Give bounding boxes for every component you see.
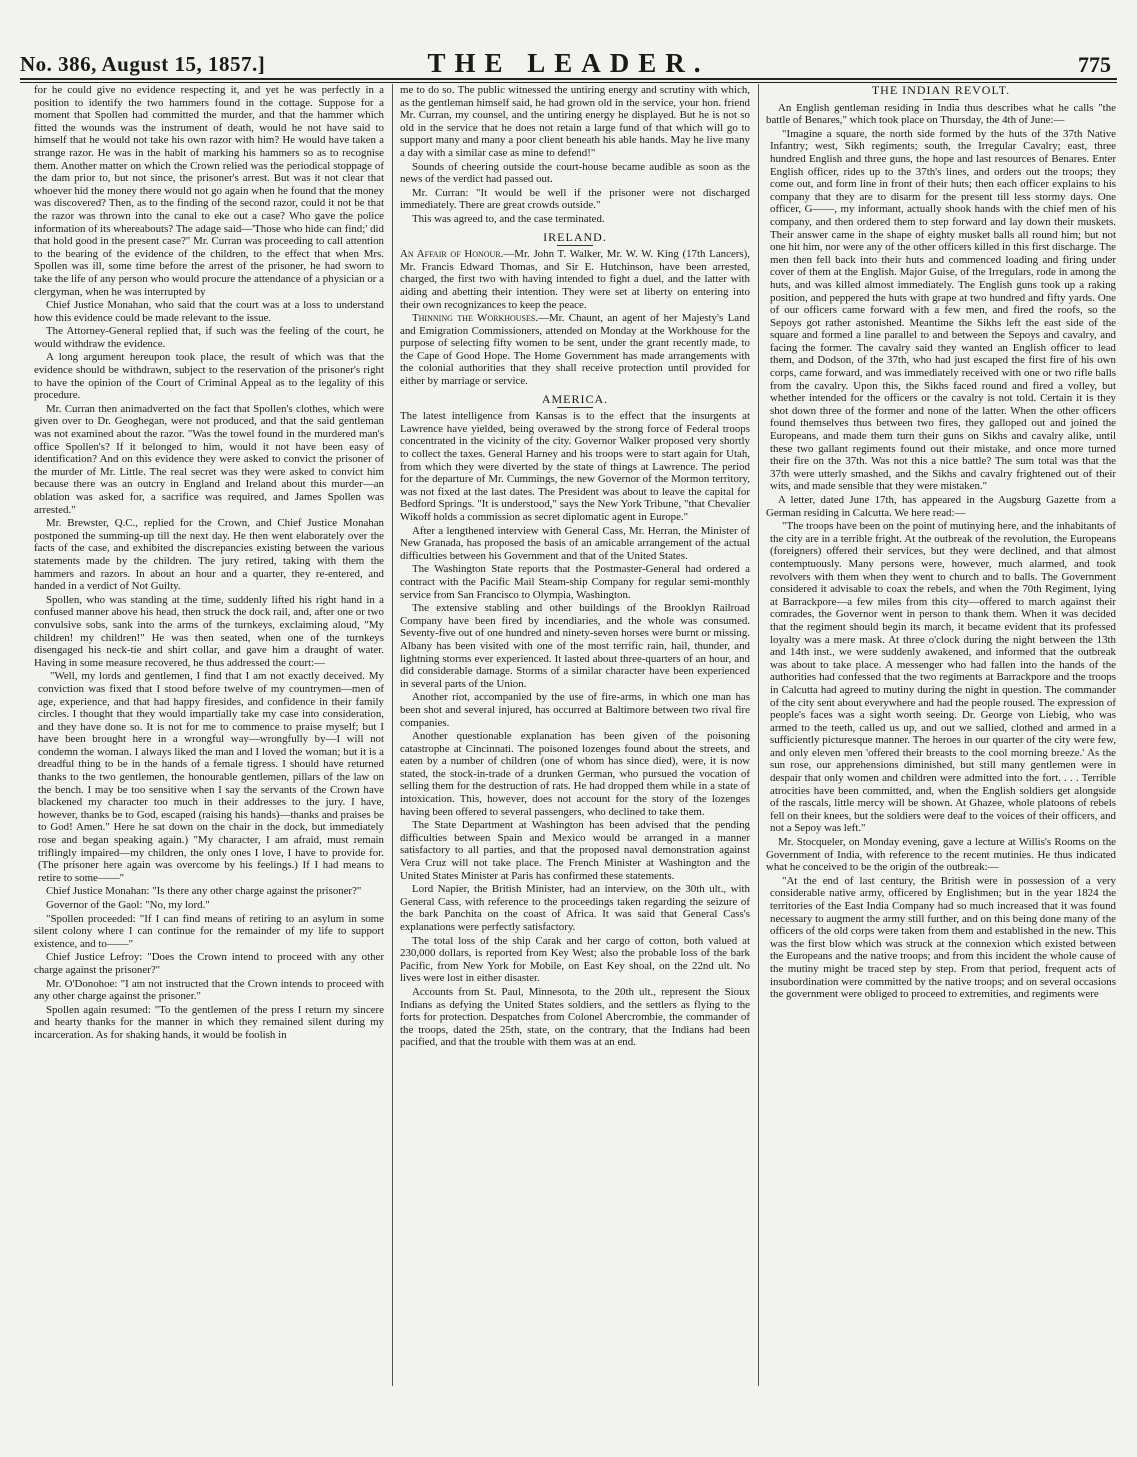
america-paragraph: The Washington State reports that the Postmaster-General had ordered a contract with the Pacific Mail Steam-ship Company for regular semi-monthly service from San Francisco to Olympia, Washington. (400, 563, 750, 601)
issue-date: No. 386, August 15, 1857.] (20, 52, 266, 76)
column-divider (758, 84, 759, 1386)
col3-paragraph: A letter, dated June 17th, has appeared in the Augsburg Gazette from a German residing in Calcutta. We here read:— (766, 494, 1116, 519)
america-paragraph: Another questionable explanation has been given of the poisoning catastrophe at Cincinnati. The poisoned lozenges found about the streets, and eaten by a number of children (one of whom has since died), were, it is now stated, the stock-in-trade of a drunken German, who pursued the vocation of selling them for the destruction of rats. He had dropped them while in a state of intoxication. This, however, does not account for the story of the lozenges having been offered to several passengers, who declined to take them. (400, 730, 750, 818)
header-rule-thin (20, 82, 1117, 83)
page-number: 775 (1078, 52, 1111, 77)
ireland-paragraph (400, 312, 750, 388)
col1-paragraph: Governor of the Gaol: "No, my lord." (46, 899, 210, 911)
col3-paragraph: "The troops have been on the point of mutinying here, and the inhabitants of the city are in a terrible fright. At the outbreak of the revolution, the Europeans (foreigners) offered their services, but they were declined, and that almost contemptuously. Many persons were, however, much alarmed, and took revolvers with them when they went to church and to balls. The Government considered it advisable to coax the rebels, and when the 70th Regiment, lying at Barrackpore—a few miles from this city—offered to march against their comrades, the Governor went in person to thank them. When it was decided that the regiment should begin its march, it became evident that its professed loyalty was a mere mask. At three o'clock during the night between the 13th and 14th inst., we were suddenly awakened, and informed that the outbreak was about to take place. A messenger who had fallen into the hands of the authorities had confessed that the two regiments at Barrackpore and the troops in Calcutta had agreed to mutiny during the night in question. The commander of the city sent about everywhere and had the people roused. The expression of people's faces was a sight worth seeing. Dr. George von Liebig, who was armed to the teeth, called us up, and out we sallied, clothed and armed in a sufficiently picturesque manner. The heroes in our quarter of the city were few, and only eleven men 'offered their breasts to the cool morning breeze.' As the sun rose, our apprehensions diminished, but still many gentlemen were in despair that only women and children were admitted into the fort. . . . Terrible atrocities have been committed, and, when the English soldiers get alongside of the rascals, little mercy will be shown. At Ghazee, whole platoons of rebels fell on their knees, but the soldiers were deaf to the voices of their officers, and not a Sepoy was left." (770, 520, 1116, 835)
header-rule (20, 78, 1117, 80)
ireland-lead: An Affair of Honour. (400, 248, 504, 261)
newspaper-title: THE LEADER. (427, 48, 710, 78)
america-paragraph: The extensive stabling and other buildings of the Brooklyn Railroad Company have been fired by incendiaries, and the whole was consumed. Seventy-five out of one hundred and ninety-seven horses were burnt or missing. Albany has been visited with one of the most terrific rain, hail, thunder, and lightning storms ever experienced. It lasted about three-quarters of an hour, and did considerable damage. Storms of a similar character have been experienced in several parts of the Union. (400, 602, 750, 690)
america-paragraph: The total loss of the ship Carak and her cargo of cotton, both valued at 230,000 dollars, is reported from Key West; also the probable loss of the bark Pacific, from New York for Mobile, on East Key shoal, on the 22nd ult. No lives were lost in either disaster. (400, 934, 750, 985)
column-3 (766, 84, 1116, 1384)
section-heading-america: AMERICA. (400, 393, 750, 409)
column-divider (392, 84, 393, 1386)
america-paragraph: Another riot, accompanied by the use of fire-arms, in which one man has been shot and several injured, has occurred at Baltimore between two rival fire companies. (400, 691, 750, 729)
col3-paragraph: Mr. Stocqueler, on Monday evening, gave a lecture at Willis's Rooms on the Government of India, with reference to the recent mutinies. He thus indicated what he conceived to be the origin of the outbreak:— (766, 836, 1116, 874)
col1-paragraph: Spollen, who was standing at the time, suddenly lifted his right hand in a confused manner above his head, then struck the dock rail, and, after one or two convulsive sobs, sank into the arms of the turnkeys, exclaiming aloud, "My children! my children!" He was then seated, when one of the turnkeys disengaged his neck-tie and shirt collar, and gave him a draught of water. Having in some measure recovered, he thus addressed the court:— (34, 593, 384, 669)
america-paragraph: Accounts from St. Paul, Minnesota, to the 20th ult., represent the Sioux Indians as defying the United States soldiers, and the settlers as flying to the forts for protection. Despatches from Colonel Abercrombie, the commander of the troops, dated the 25th, state, on the contrary, that the Indians had been pacified, and that the trouble with them was at an end. (400, 985, 750, 1049)
ireland-paragraph (400, 248, 750, 311)
col1-paragraph: Mr. Curran then animadverted on the fact that Spollen's clothes, which were given over to Dr. Geoghegan, were not produced, and that the said gentleman was not examined about the razor. "Was the towel found in the murdered man's office Spollen's? If it belonged to him, would it not have been easy of identification? And on this evidence they were asked to convict the prisoner of the murder of Mr. Little. The real secret was they were asked to convict him because there was an outcry in England and Ireland about this murder—an oblation was asked for, a sacrifice was required, and James Spollen was arrested." (34, 402, 384, 516)
col1-paragraph: Mr. O'Donohoe: "I am not instructed that the Crown intends to proceed with any other charge against the prisoner." (34, 977, 384, 1003)
col1-paragraph: Mr. Brewster, Q.C., replied for the Crown, and Chief Justice Monahan postponed the summing-up till the next day. He then went elaborately over the facts of the case, and exhibited the discrepancies existing between the various statements made by the children. The jury retired, taking with them the hammers and razors. In about an hour and a quarter, they re-entered, and handed in a verdict of Not Guilty. (34, 517, 384, 593)
col2-paragraph: Sounds of cheering outside the court-house became audible as soon as the news of the verdict had passed out. (400, 160, 750, 186)
ireland-text: —Mr. John T. Walker, Mr. W. W. King (17th Lancers), Mr. Francis Edward Thomas, and Sir E. Hutchinson, have been arrested, charged, the first two with having intended to fight a duel, and the latter with aiding and abetting their intention. They were set at liberty on entering into their own recognizances to keep the peace. (400, 248, 750, 311)
col1-paragraph: Chief Justice Lefroy: "Does the Crown intend to proceed with any other charge against the prisoner?" (34, 951, 384, 976)
america-paragraph: Lord Napier, the British Minister, had an interview, on the 30th ult., with General Cass, with reference to the proceedings taken regarding the seizure of the bark Panchita on the coast of Africa. It was said that General Cass's explanations were perfectly satisfactory. (400, 883, 750, 933)
col2-paragraph: This was agreed to, and the case terminated. (412, 212, 605, 225)
col1-paragraph: The Attorney-General replied that, if such was the feeling of the court, he would withdraw the evidence. (34, 325, 384, 350)
column-2 (400, 84, 750, 1384)
america-paragraph: After a lengthened interview with General Cass, Mr. Herran, the Minister of New Granada, has proposed the basis of an amicable arrangement of the actual difficulties between his Government and that of the United States. (400, 524, 750, 562)
col1-paragraph: "Spollen proceeded: "If I can find means of retiring to an asylum in some silent colony where I can continue for the remainder of my life to support existence, and to——" (34, 912, 384, 950)
ireland-lead: Thinning the Workhouses. (412, 312, 539, 325)
america-paragraph: The latest intelligence from Kansas is to the effect that the insurgents at Lawrence have yielded, being overawed by the strong force of Federal troops concentrated in the vicinity of the city. Governor Walker proposed very shortly to collect the taxes. General Harney and his troops were to start again for Utah, from which they were diverted by the state of things at Lawrence. The period for the departure of Mr. Cummings, the new Governor of the Mormon territory, was not fixed at the last dates. The President was about to leave the capital for Bedford Springs. "It is understood," says the New York Tribune, "that Chevalier Wikoff holds a commission as secret diplomatic agent in Europe." (400, 410, 750, 523)
col1-paragraph: Chief Justice Monahan: "Is there any other charge against the prisoner?" (46, 885, 362, 898)
col3-paragraph: "At the end of last century, the British were in possession of a very considerable native army, officered by Englishmen; but in the year 1824 the territories of the East India Company had so much increased that it was found necessary to augment the army still further, and on this being done many of the officers of the old corps were taken from them and established in the new. This was the first blow which was struck at the connexion which existed between the Europeans and the native troops; and from this incident the whole cause of the mutiny might be traced step by step. From that period, frequent acts of insubordination were committed by the native troops; and on several occasions the government were obliged to proceed to extremities, and regiments were (770, 874, 1116, 1001)
col3-paragraph: "Imagine a square, the north side formed by the huts of the 37th Native Infantry; west, Sikh regiments; south, the Irregular Cavalry; east, three hundred English and three guns, the hope and last resources of Benares. Enter English officer, rides up to the 37th's lines, and orders out the troops; they come out, and form line in front of their huts; then each officer explains to his company that they are to disarm for the present till less stormy days. One officer, G——, my informant, actually shook hands with the chief men of his company, and then ordered them to step forward and lay down their muskets. Their answer came in the shape of eighty musket balls all round him; but not one hit him, nor were any of the other officers killed in this first discharge. The men then fell back into their huts and commenced loading and firing under cover of them at the English. Major Guise, of the Irregulars, rode in among the huts, and was killed almost immediately. The English guns took up a raking position, and peppered the huts with grape at two hundred and fifty yards. One of our officers came forward with a few men, and fired the roofs, so the Sepoys got rather astonished. Meantime the Sikhs left the east side of the square and formed a line parallel to and between the Sepoys and cavalry, and facing the former. The cavalry said they wanted an English officer to lead them, and Dodson, of the 37th, who had just escaped the first fire of his own corps, came forward, and was immediately received with one or two rifle balls from the cavalry. Upon this, the Sikhs faced round and fired a volley, but whether intended for the officers or the cavalry is not told. Certain it is they shot down three of the former and none of the latter. When the other officers found themselves thus between two fires, they galloped out and joined the Europeans, and made them turn their guns on Sikhs and cavalry alike, until these two gallant regiments found out their mistake, and once more turned their fire on the 37th. Was not this a nice battle? The sum total was that the 37th were utterly smashed, and the Sikhs and cavalry frightened out of their wits, and made sensible that they were mistaken." (770, 127, 1116, 493)
col1-paragraph: Spollen again resumed: "To the gentlemen of the press I return my sincere and hearty thanks for the manner in which they remained silent during my incarceration. As for shaking hands, it would be foolish in (34, 1003, 384, 1041)
section-heading-ireland: IRELAND. (400, 231, 750, 247)
america-paragraph: The State Department at Washington has been advised that the pending difficulties between Spain and Mexico would be arranged in a manner satisfactory to all parties, and that the proposed naval demonstration against Vera Cruz will not take place. The French Minister at Washington and the United States Minister at Paris has confirmed these statements. (400, 819, 750, 882)
col2-paragraph: Mr. Curran: "It would be well if the prisoner were not discharged immediately. There are great crowds outside." (400, 186, 750, 212)
column-1 (34, 84, 384, 1384)
col3-paragraph: An English gentleman residing in India thus describes what he calls "the battle of Benares," which took place on Thursday, the 4th of June:— (766, 101, 1116, 127)
col2-paragraph: me to do so. The public witnessed the untiring energy and scrutiny with which, as the gentleman himself said, he had grown old in the service, your hon. friend Mr. Curran, my counsel, and the untiring energy he displayed. But he is not so old in the service that he does not retain a large fund of that which will go to support many and many a poor client beneath his able hands. May he live many a day with a similar case as mine to defend!" (400, 84, 750, 159)
col1-paragraph: Chief Justice Monahan, who said that the court was at a loss to understand how this evidence could be made relevant to the issue. (34, 299, 384, 324)
col1-paragraph: "Well, my lords and gentlemen, I find that I am not exactly deceived. My conviction was fixed that I stood before twelve of my countrymen—men of age, experience, and that had happy firesides, and confidence in their family circles. I thought that they would impartially take my case into consideration, and they have done so. It is not for me to commence to praise myself; but I have been brought here in a wrongful way—wrongfully by—I will not condemn the woman. I always liked the man and I loved the woman; but it is a dreadful thing to be in the hands of a female tigress. I should have returned thanks to the two gentlemen, the honourable gentlemen, pillars of the law on the bench. I may be too sensitive when I say the servants of the Crown have blackened my character too much in their addresses to the jury. I have, however, thanks be to God, escaped (raising his hands)—thanks and praises be to God! Amen." Here he sat down on the chair in the dock, but immediately rose and began speaking again.) "My character, I am afraid, must remain triflingly impaired—my children, the only ones I love, I have to provide for. (The prisoner here again was overcome by his feelings.) If I had means to retire to some——" (38, 670, 384, 884)
masthead (20, 46, 1117, 86)
section-heading-indian-revolt: THE INDIAN REVOLT. (766, 84, 1116, 100)
ireland-text: —Mr. Chaunt, an agent of her Majesty's Land and Emigration Commissioners, attended on Monday at the Workhouse for the purpose of selecting fifty women to be sent, under the grant recently made, to the Cape of Good Hope. The Home Government has made arrangements with the colonial authorities that they shall receive protection until provided for either by marriage or service. (400, 312, 750, 388)
col1-paragraph: for he could give no evidence respecting it, and yet he was perfectly in a position to identify the two hammers found in the cottage. Suppose for a moment that Spollen had committed the murder, and that the hammer which fitted the wounds was the instrument of death, would he not have said to himself that he would not take his own razor with him? He would have taken a strange razor. He was in the habit of marking his hammers so as to recognise them. Another matter on which the Crown relied was the periodical stoppage of the dam prior to, but not since, the prisoner's arrest. But was it not clear that whoever hid the money there would not go again when he found that the money was discovered? Then, as to the finding of the second razor, could it not be that the razor was thrown into the canal to eke out a case? Who gave the police information of its whereabouts? The adage said—'Those who hide can find;' did that hold good in the present case?" Mr. Curran was proceeding to call attention to the bearing of the evidence of the children, to the effect that when Mrs. Spollen was ill, some time before the arrest of the prisoner, he had sworn to take the life of any person who would procure the attendance of a physician or a clergyman, when he was interrupted by (34, 84, 384, 298)
col1-paragraph: A long argument hereupon took place, the result of which was that the evidence should be withdrawn, subject to the reservation of the prisoner's right to have the opinion of the Court of Criminal Appeal as to the legality of this procedure. (34, 351, 384, 402)
